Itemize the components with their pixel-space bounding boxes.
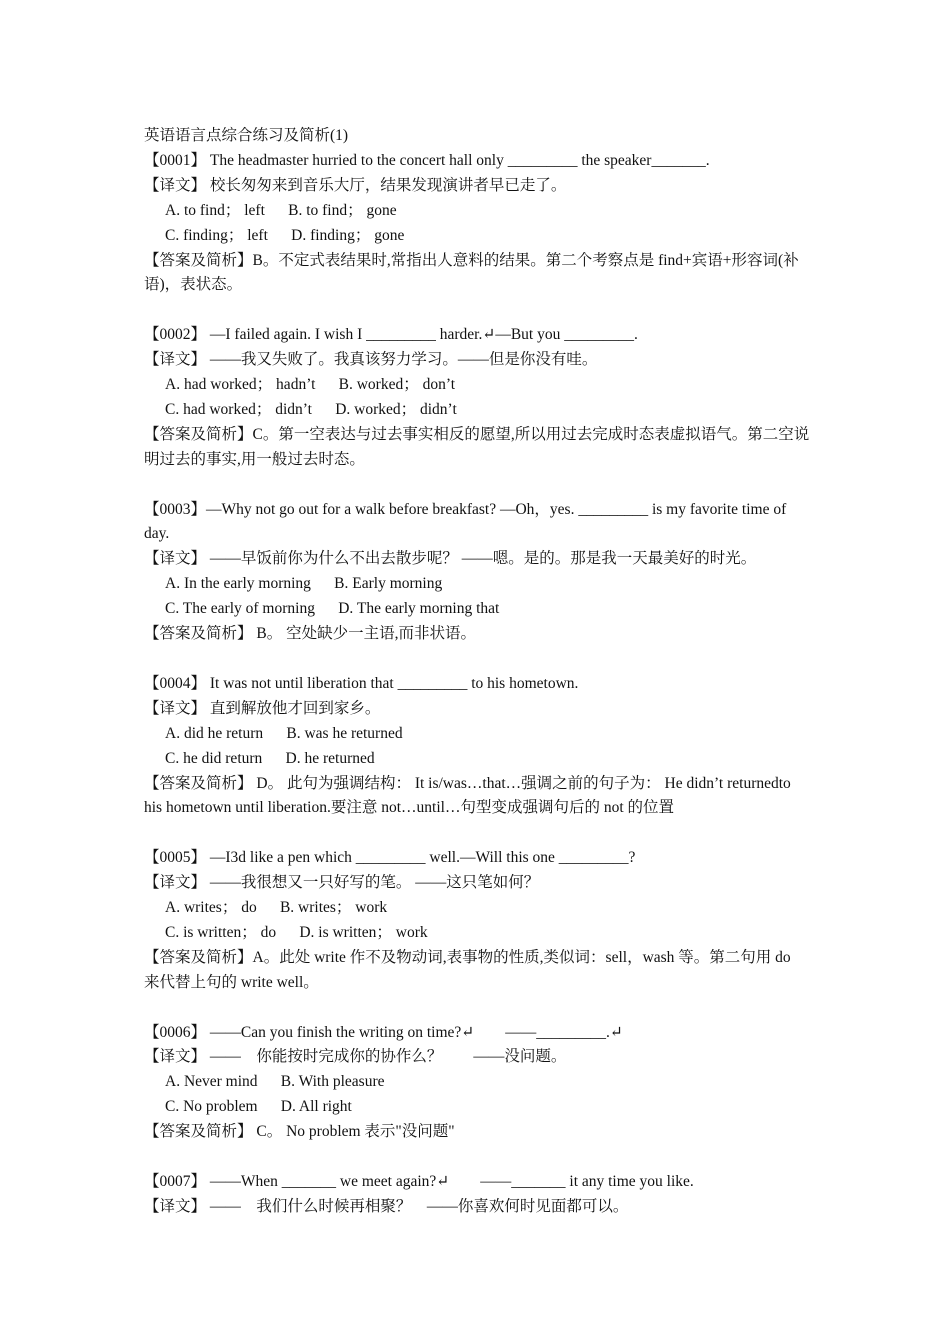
translation-text: 【译文】 ——我又失败了。我真该努力学习。——但是你没有哇。 — [144, 351, 598, 369]
question-block-0005 — [144, 846, 810, 995]
question-text: 【0007】 ——When _______ we meet again?↵ ——_______ it any time you like. — [144, 1172, 694, 1190]
translation-text: 【译文】 —— 你能按时完成你的协作么？ ——没问题。 — [144, 1048, 567, 1066]
answer-analysis: 【答案及简析】B。不定式表结果时,常指出人意料的结果。第二个考察点是 find+宾语+形容词(补语)，表状态。 — [144, 251, 799, 294]
translation-text: 【译文】 ——我很想又一只好写的笔。 ——这只笔如何？ — [144, 874, 540, 892]
question-block-0001 — [144, 149, 810, 298]
options-line-1: A. to find； left B. to find； gone — [165, 201, 397, 219]
question-text: 【0006】 ——Can you finish the writing on time?↵ ——_________.↵ — [144, 1023, 623, 1041]
question-block-0003 — [144, 498, 810, 647]
question-text: 【0005】 —I3d like a pen which _________ well.—Will this one _________? — [144, 849, 636, 867]
question-text: 【0003】—Why not go out for a walk before breakfast? —Oh，yes. _________ is my favorite time of day. — [144, 500, 787, 543]
options-line-1: A. In the early morning B. Early morning — [165, 575, 443, 593]
options-line-1: A. Never mind B. With pleasure — [165, 1073, 385, 1091]
translation-text: 【译文】 校长匆匆来到音乐大厅，结果发现演讲者早已走了。 — [144, 176, 567, 194]
question-text: 【0001】 The headmaster hurried to the concert hall only _________ the speaker_______. — [144, 151, 710, 169]
document-page — [144, 124, 810, 1220]
answer-analysis: 【答案及简析】C。第一空表达与过去事实相反的愿望,所以用过去完成时态表虚拟语气。第二空说明过去的事实,用一般过去时态。 — [144, 425, 810, 468]
answer-analysis: 【答案及简析】A。此处 write 作不及物动词,表事物的性质,类似词：sell，wash 等。第二句用 do 来代替上句的 write well。 — [144, 948, 791, 991]
translation-text: 【译文】 ——早饭前你为什么不出去散步呢？ ——嗯。是的。那是我一天最美好的时光。 — [144, 550, 757, 568]
question-block-0007 — [144, 1170, 810, 1220]
options-line-1: A. had worked； hadn’t B. worked； don’t — [165, 376, 456, 394]
question-block-0002 — [144, 323, 810, 472]
options-line-2: C. No problem D. All right — [165, 1098, 352, 1116]
options-line-2: C. had worked； didn’t D. worked； didn’t — [165, 400, 457, 418]
question-block-0004 — [144, 672, 810, 821]
answer-analysis: 【答案及简析】 C。 No problem 表示"没问题" — [144, 1123, 455, 1141]
options-line-1: A. did he return B. was he returned — [165, 724, 403, 742]
document-title: 英语语言点综合练习及简析(1) — [144, 127, 349, 144]
answer-analysis: 【答案及简析】 B。 空处缺少一主语,而非状语。 — [144, 625, 476, 643]
translation-text: 【译文】 —— 我们什么时候再相聚？ ——你喜欢何时见面都可以。 — [144, 1197, 629, 1215]
question-block-0006 — [144, 1021, 810, 1146]
options-line-2: C. The early of morning D. The early morning that — [165, 600, 500, 618]
question-text: 【0002】 —I failed again. I wish I _________ harder.↵—But you _________. — [144, 326, 638, 344]
translation-text: 【译文】 直到解放他才回到家乡。 — [144, 699, 381, 717]
options-line-2: C. he did return D. he returned — [165, 749, 375, 767]
options-line-2: C. finding； left D. finding； gone — [165, 226, 405, 244]
options-line-1: A. writes； do B. writes； work — [165, 899, 388, 917]
question-text: 【0004】 It was not until liberation that _________ to his hometown. — [144, 674, 579, 692]
options-line-2: C. is written； do D. is written； work — [165, 923, 428, 941]
answer-analysis: 【答案及简析】 D。 此句为强调结构： It is/was…that…强调之前的句子为： He didn’t returnedto his hometown until liberation.要注意 not…until…句型变成强调句后的 not 的位置 — [144, 774, 791, 817]
